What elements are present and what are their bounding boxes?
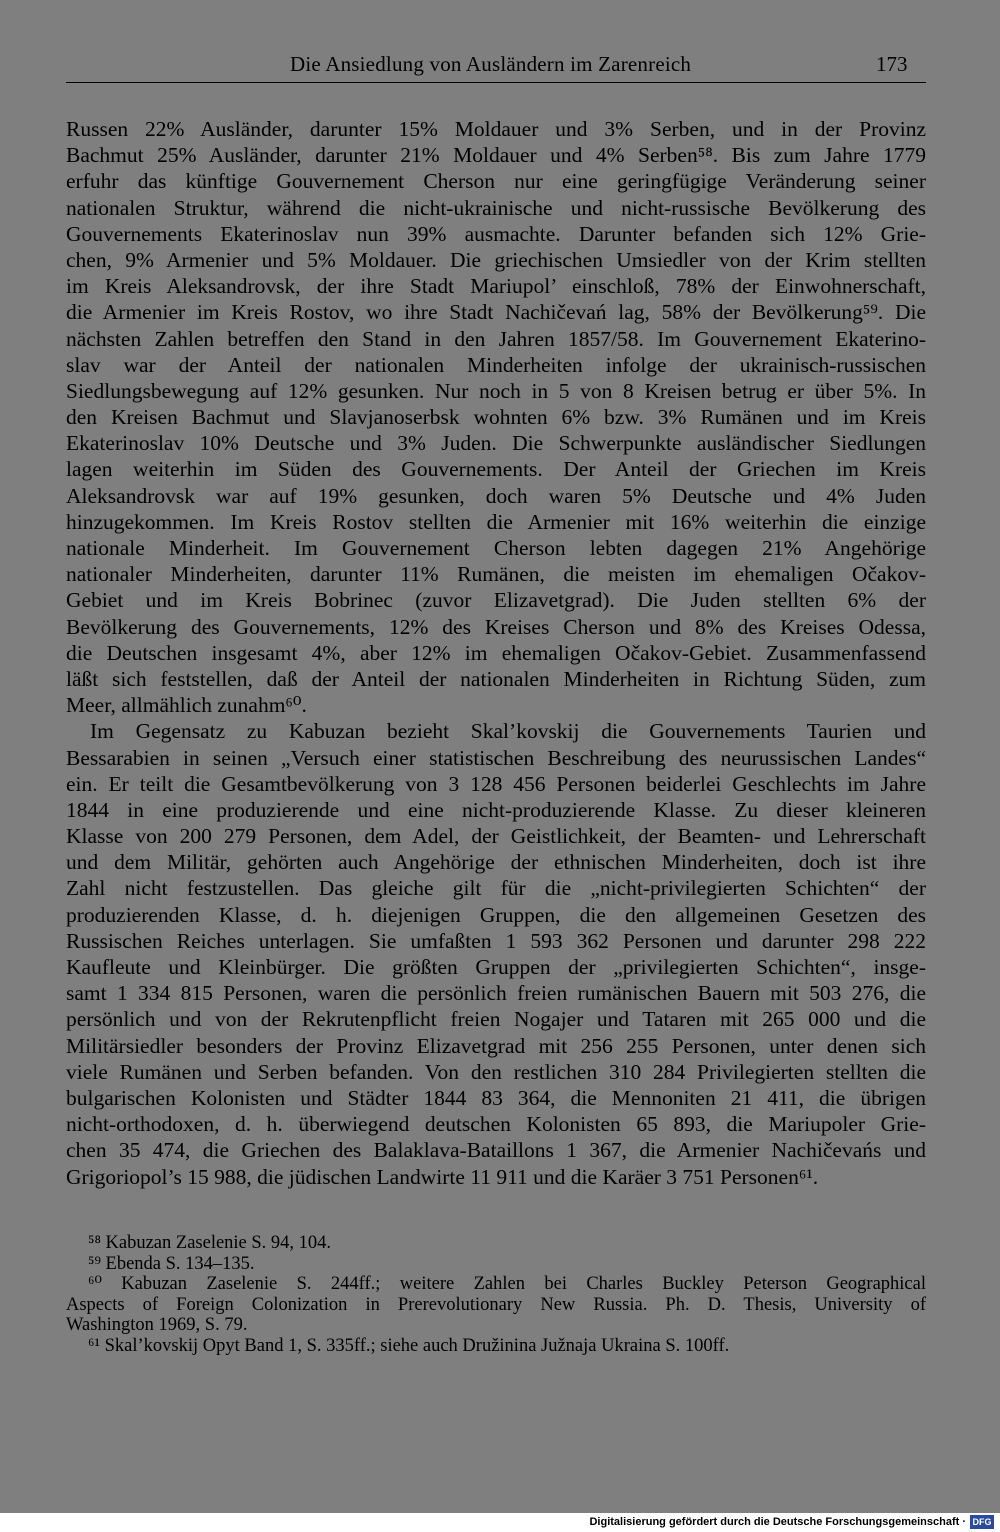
body-line: läßt sich feststellen, daß der Anteil der nationalen Minderheiten in Richtung Süden, zum [66,666,926,691]
body-line: viele Rumänen und Serben befanden. Von den restlichen 310 284 Privilegierten stellten die [66,1059,926,1084]
footnote-61: ⁶¹ Skal’kovskij Opyt Band 1, S. 335ff.; siehe auch Družinina Južnaja Ukraina S. 100ff. [88,1335,730,1356]
footnote-58: ⁵⁸ Kabuzan Zaselenie S. 94, 104. [88,1233,332,1253]
footnotes [66,1233,926,1356]
footnote-59: ⁵⁹ Ebenda S. 134–135. [88,1253,255,1274]
dfg-credit: Digitalisierung gefördert durch die Deutsche Forschungsgemeinschaft · [589,1516,966,1528]
footnote-60-cont: Washington 1969, S. 79. [66,1315,248,1335]
body-line: Klasse von 200 279 Personen, dem Adel, der Geistlichkeit, der Beamten- und Lehrerschaft [66,824,926,849]
body-line: Zahl nicht festzustellen. Das gleiche gilt für die „nicht-privilegierten Schichten“ der [66,876,926,901]
body-line: chen, 9% Armenier und 5% Moldauer. Die griechischen Umsiedler von der Krim stellten [66,247,926,272]
page-number: 173 [876,52,908,76]
body-line: slav war der Anteil der nationalen Minderheiten infolge der ukrainisch-russischen [66,352,926,377]
body-line: Russischen Reiches unterlagen. Sie umfaßten 1 593 362 Personen und darunter 298 222 [66,928,926,953]
body-line: nicht-orthodoxen, d. h. überwiegend deutschen Kolonisten 65 893, die Mariupoler Grie- [66,1112,926,1137]
body-line: den Kreisen Bachmut und Slavjanoserbsk wohnten 6% bzw. 3% Rumänen und im Kreis [66,405,926,430]
body-line: Bevölkerung des Gouvernements, 12% des Kreises Cherson und 8% des Kreises Odessa, [66,614,926,639]
body-line: persönlich und von der Rekrutenpflicht freien Nogajer und Tataren mit 265 000 und die [66,1007,926,1032]
body-line: ein. Er teilt die Gesamtbevölkerung von 3 128 456 Personen beiderlei Geschlechts im Jahre [66,771,926,796]
body-line: produzierenden Klasse, d. h. diejenigen Gruppen, die den allgemeinen Gesetzen des [66,902,926,927]
body-line: nationalen Struktur, während die nicht-ukrainische und nicht-russische Bevölkerung des [66,195,926,220]
body-line: erfuhr das künftige Gouvernement Cherson nur eine geringfügige Veränderung seiner [66,169,926,194]
body-line: Militärsiedler besonders der Provinz Elizavetgrad mit 256 255 Personen, unter denen sich [66,1033,926,1058]
footnote-60: ⁶⁰ Kabuzan Zaselenie S. 244ff.; weitere Zahlen bei Charles Buckley Peterson Geographical [88,1274,926,1294]
body-line: samt 1 334 815 Personen, waren die persönlich freien rumänischen Bauern mit 503 276, die [66,981,926,1006]
body-line: Kaufleute und Kleinbürger. Die größten Gruppen der „privilegierten Schichten“, insge- [66,955,926,979]
body-line: Im Gegensatz zu Kabuzan bezieht Skal’kovskij die Gouvernements Taurien und [90,719,926,744]
body-line: Russen 22% Ausländer, darunter 15% Moldauer und 3% Serben, und in der Provinz [66,117,926,141]
body-text [66,116,926,1190]
body-line: chen 35 474, die Griechen des Balaklava-Bataillons 1 367, die Armenier Nachičevańs und [66,1138,926,1163]
body-line: Grigoriopol’s 15 988, die jüdischen Landwirte 11 911 und die Karäer 3 751 Personen⁶¹. [66,1164,819,1189]
body-line: Aleksandrovsk war auf 19% gesunken, doch waren 5% Deutsche und 4% Juden [66,483,926,508]
body-line: Ekaterinoslav 10% Deutsche und 3% Juden. Die Schwerpunkte ausländischer Siedlungen [66,431,926,456]
body-line: nationaler Minderheiten, darunter 11% Rumänen, die meisten im ehemaligen Očakov- [66,562,926,587]
body-line: Meer, allmählich zunahm⁶⁰. [66,693,307,718]
body-line: die Armenier im Kreis Rostov, wo ihre Stadt Nachičevań lag, 58% der Bevölkerung⁵⁹. Die [66,300,926,325]
body-line: lagen weiterhin im Süden des Gouvernements. Der Anteil der Griechen im Kreis [66,457,926,482]
body-line: und dem Militär, gehörten auch Angehörige der ethnischen Minderheiten, doch ist ihre [66,850,926,875]
body-line: im Kreis Aleksandrovsk, der ihre Stadt Mariupol’ einschloß, 78% der Einwohnerschaft, [66,274,926,299]
dfg-logo-icon: DFG [970,1515,994,1529]
body-line: bulgarischen Kolonisten und Städter 1844 83 364, die Mennoniten 21 411, die übrigen [66,1085,926,1110]
body-line: nationale Minderheit. Im Gouvernement Cherson lebten dagegen 21% Angehörige [66,536,926,560]
body-line: hinzugekommen. Im Kreis Rostov stellten die Armenier mit 16% weiterhin die einzige [66,509,926,534]
running-head: Die Ansiedlung von Ausländern im Zarenreich [290,52,692,76]
body-line: Bessarabien in seinen „Versuch einer statistischen Beschreibung des neurussischen Landes“ [66,745,926,770]
body-line: Siedlungsbewegung auf 12% gesunken. Nur noch in 5 von 8 Kreisen betrug er über 5%. In [66,378,926,403]
footnote-60-cont: Aspects of Foreign Colonization in Prerevolutionary New Russia. Ph. D. Thesis, University of [66,1294,926,1315]
body-line: Gouvernements Ekaterinoslav nun 39% ausmachte. Darunter befanden sich 12% Grie- [66,221,926,246]
body-line: die Deutschen insgesamt 4%, aber 12% im ehemaligen Očakov-Gebiet. Zusammenfassend [66,640,926,665]
body-line: 1844 in eine produzierende und eine nicht-produzierende Klasse. Zu dieser kleineren [66,797,926,822]
body-line: Bachmut 25% Ausländer, darunter 21% Moldauer und 4% Serben⁵⁸. Bis zum Jahre 1779 [66,143,926,168]
body-line: nächsten Zahlen betreffen den Stand in den Jahren 1857/58. Im Gouvernement Ekaterino- [66,326,926,351]
body-line: Gebiet und im Kreis Bobrinec (zuvor Elizavetgrad). Die Juden stellten 6% der [66,588,926,613]
